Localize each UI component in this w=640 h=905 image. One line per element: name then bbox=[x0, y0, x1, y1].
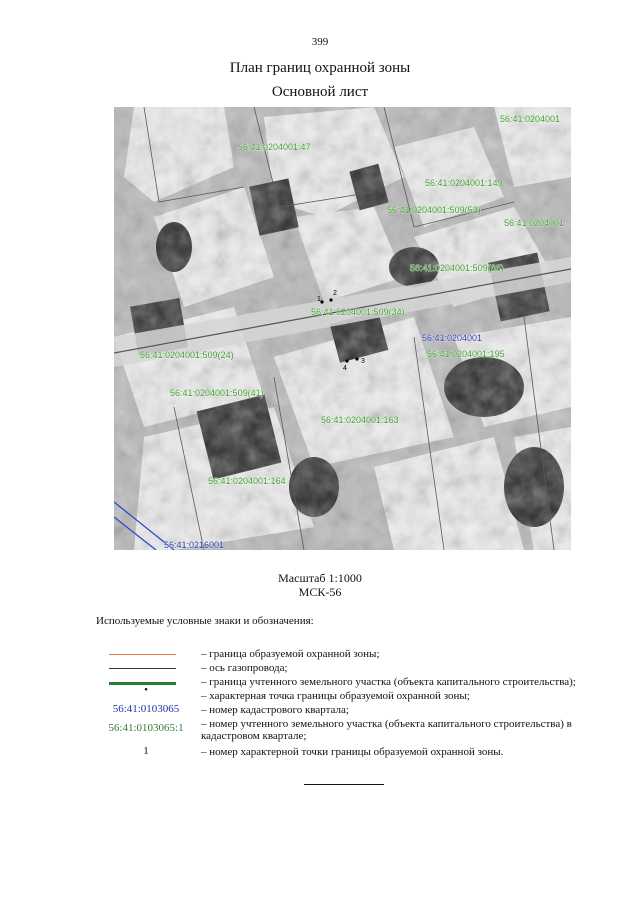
legend-item-pipeline-axis bbox=[96, 661, 616, 675]
point-number-symbol: 1 bbox=[143, 745, 149, 757]
parcel-label: 56:41:0204001:195 bbox=[427, 349, 505, 359]
parcel-label: 56:41:0204001:163 bbox=[321, 415, 399, 425]
legend-text: – характерная точка границы образуемой охранной зоны; bbox=[201, 690, 470, 702]
legend-item-point-number bbox=[96, 745, 616, 759]
parcel-label: 56:41:0204001:509(34) bbox=[311, 307, 405, 317]
legend-text: – номер учтенного земельного участка (объекта капитального строительства) в кадастровом квартале; bbox=[201, 718, 572, 742]
closing-line bbox=[304, 784, 384, 785]
parcel-number-symbol: 56:41:0103065:1 bbox=[108, 722, 184, 734]
parcel-label: 56:41:0204001:149 bbox=[425, 178, 503, 188]
point-label: 3 bbox=[361, 358, 365, 365]
point-4-marker bbox=[345, 359, 348, 362]
parcel-label: 56:41:0204001:164 bbox=[208, 476, 286, 486]
orange-line-symbol bbox=[109, 654, 176, 655]
parcel-label: 56:41:0204001:509(66) bbox=[410, 263, 504, 273]
point-3-marker bbox=[355, 357, 358, 360]
aerial-map bbox=[114, 107, 571, 550]
legend-item-quarter-number bbox=[96, 703, 616, 717]
quarter-label: 56:41:0204001 bbox=[422, 333, 483, 343]
map-scale: Масштаб 1:1000 bbox=[278, 571, 362, 585]
point-symbol: • bbox=[144, 684, 148, 696]
legend-text: – номер кадастрового квартала; bbox=[201, 704, 349, 716]
legend-text: – граница образуемой охранной зоны; bbox=[201, 648, 380, 660]
quarter-number-symbol: 56:41:0103065 bbox=[112, 703, 180, 715]
legend-text: – граница учтенного земельного участка (объекта капитального строительства); bbox=[201, 676, 576, 688]
legend-item-zone-boundary bbox=[96, 647, 616, 661]
coordinate-system: МСК-56 bbox=[298, 585, 342, 599]
point-label: 1 bbox=[317, 296, 321, 303]
black-line-symbol bbox=[109, 668, 176, 669]
parcel-label: 56:41:0204001:509(53) bbox=[387, 205, 481, 215]
legend-item-parcel-number bbox=[96, 717, 616, 742]
quarter-label: 56:41:0216001 bbox=[164, 540, 225, 550]
parcel-label: 56:41:0204001:47 bbox=[238, 142, 311, 152]
page-title: План границ охранной зоны bbox=[229, 60, 411, 76]
parcel-label: 56:41:0204001 bbox=[500, 114, 561, 124]
map-canvas bbox=[114, 107, 571, 550]
legend-text: – ось газопровода; bbox=[201, 662, 288, 674]
point-label: 2 bbox=[333, 290, 337, 297]
point-2-marker bbox=[329, 298, 332, 301]
legend-text: – номер характерной точки границы образуемой охранной зоны. bbox=[201, 746, 504, 758]
parcel-label: 56:41:0204001:509(24) bbox=[140, 350, 234, 360]
parcel-label: 56:41:0204001 bbox=[504, 218, 565, 228]
point-label: 4 bbox=[343, 365, 347, 372]
page-number: 399 bbox=[311, 36, 329, 48]
page-subtitle: Основной лист bbox=[271, 84, 369, 100]
parcel-label: 56:41:0204001:509(41) bbox=[170, 388, 264, 398]
legend-title: Используемые условные знаки и обозначения: bbox=[96, 615, 314, 627]
legend-item-characteristic-point bbox=[96, 684, 616, 703]
